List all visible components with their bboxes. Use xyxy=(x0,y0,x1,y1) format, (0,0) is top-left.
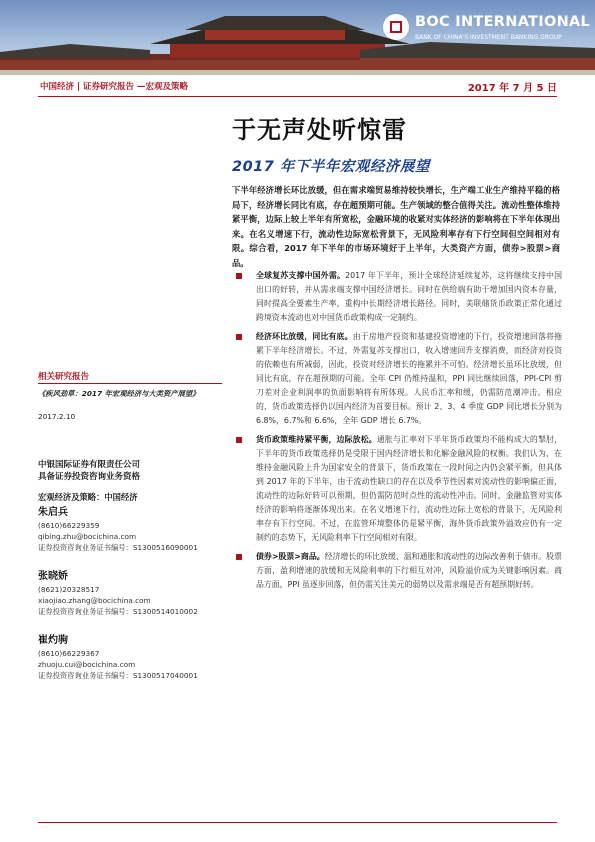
header-banner xyxy=(0,0,595,75)
key-point-heading: 全球复苏支撑中国外需。 xyxy=(256,271,346,280)
key-point xyxy=(232,550,562,592)
analyst-email[interactable]: qibing.zhu@bocichina.com xyxy=(38,532,137,541)
analyst-name: 崔灼驹 xyxy=(38,635,68,646)
key-point-heading: 债券>股票>商品。 xyxy=(256,552,325,561)
bottom-divider xyxy=(38,822,557,823)
brand-name: BOC INTERNATIONAL xyxy=(415,14,591,30)
bullet-square-icon xyxy=(236,554,242,560)
brand-tagline: BANK OF CHINA'S INVESTMENT BANKING GROUP xyxy=(415,34,562,41)
analyst-phone: (8610)66229367 xyxy=(38,649,100,658)
key-point-heading: 货币政策维持紧平衡，边际放松。 xyxy=(256,435,377,444)
analyst-phone: (8610)66229359 xyxy=(38,521,100,530)
report-category: 中国经济 | 证券研究报告 —宏观及策略 xyxy=(40,82,188,92)
firm-name: 中银国际证券有限责任公司 xyxy=(38,460,141,470)
analyst-card xyxy=(38,570,228,617)
analyst-license: 证券投资咨询业务证书编号：S1300516090001 xyxy=(38,543,198,552)
top-divider xyxy=(38,96,557,97)
key-point-text: 经济增长的环比放缓、温和通胀和流动性的边际改善利于债市。股票方面，盈利增速的放缓和无风险利率的下行相互对冲，风险溢价成为关键影响因素。商品方面，PPI 虽逐步回落，但仍需关注美元的弱势以及需求端是否有超预期好转。 xyxy=(256,552,562,589)
brand-block xyxy=(383,12,591,52)
report-title: 于无声处听惊雷 xyxy=(232,116,407,144)
key-point xyxy=(232,269,562,325)
firm-info xyxy=(38,459,140,483)
analyst-license: 证券投资咨询业务证书编号：S1300517040001 xyxy=(38,671,198,680)
related-reports-heading: 相关研究报告 xyxy=(38,372,90,382)
sidebar-divider xyxy=(38,383,222,384)
key-point-text: 由于房地产投资和基建投资增速的下行，投资增速回落将拖累下半年经济增长。不过，外需复苏支撑出口，收入增速回升支撑消费，而经济对投资的依赖也有所减弱，因此，投资对经济增长的拖累并不可怕。经济增长虽环比放缓，但同比有底，存在超预期的可能。全年 CPI 仍维持温和，PPI 同比继续回落，PPI-CPI 剪刀差对企业利润率的负面影响将有所体现。人民币汇率和缓，仍需防范潮冲击。相应的，货币政策选择仍以国内经济为首要目标。预计 2、3、4 季度 GDP 同比增长分别为 6.8%，6.7%和 6.6%，全年 GDP 增长 6.7%。 xyxy=(256,332,562,425)
key-point-heading: 经济环比放缓，同比有底。 xyxy=(256,332,353,341)
key-point xyxy=(232,433,562,545)
analyst-name: 张晓娇 xyxy=(38,571,68,582)
bullet-square-icon xyxy=(236,437,242,443)
report-category-bar xyxy=(0,76,595,96)
analyst-email[interactable]: zhuoju.cui@bocichina.com xyxy=(38,660,136,669)
key-points-list xyxy=(232,269,562,597)
key-point xyxy=(232,330,562,428)
analyst-card xyxy=(38,634,228,681)
bullet-square-icon xyxy=(236,334,242,340)
firm-qualification: 具备证券投资咨询业务资格 xyxy=(38,472,141,482)
analyst-phone: (8621)20328517 xyxy=(38,585,100,594)
analyst-license: 证券投资咨询业务证书编号：S1300514010002 xyxy=(38,607,198,616)
analyst-name: 朱启兵 xyxy=(38,507,68,518)
boc-logo-icon xyxy=(383,14,409,40)
related-report-title[interactable]: 《疾风劲草：2017 年宏观经济与大类资产展望》 xyxy=(38,389,200,398)
report-summary: 下半年经济增长环比放缓，但在需求端贸易维持较快增长，生产端工业生产维持平稳的格局下，经济增长同比有底，存在超预期可能。生产领域的整合值得关注。流动性整体维持紧平衡，边际上较上半年有所宽松，金融环境的收紧对实体经济的影响将在下半年体现出来。在名义增速下行，流动性边际宽松背景下，无风险利率存有下行空间但空间相对有限。综合看，2017 年下半年的市场环境好于上半年，大类资产方面，债券>股票>商品。 xyxy=(232,185,560,268)
analyst-card xyxy=(38,506,228,553)
report-date: 2017 年 7 月 5 日 xyxy=(467,83,557,94)
bullet-square-icon xyxy=(236,273,242,279)
key-point-text: 通胀与汇率对下半年货币政策均不能构成大的掣肘，下半年的货币政策选择仍是受限于国内经济增长和化解金融风险的权衡。我们认为，在维持金融风险上升为国家安全的背景下，货币政策在一段时间之内仍会紧平衡，但具体到 2017 年的下半年，由于流动性缺口的存在以及季节性因素对流动性的影响偏正面，流动性的边际好转可以预期，但仍需防范时点性的流动性冲击。同时，金融监管对实体经济的影响将逐渐体现出来。在名义增速下行，流动性边际上宽松的背景下，无风险利率存有下行空间。不过，在监管环境整体仍是紧平衡，海外货币政策外溢效应仍有一定制约的态势下，无风险利率下行空间相对有限。 xyxy=(256,435,562,542)
key-point-text: 2017 年下半年，预计全球经济延续复苏，这将继续支持中国出口的好转，并从需求端支撑中国经济增长。同时在供给端有助于增加国内资本存量，同时提高全要素生产率，重构中长期经济增长路径。同时，美联储货币政策正常化通过跨境资本流动也对中国货币政策构成一定制约。 xyxy=(256,271,562,322)
team-name: 宏观经济及策略：中国经济 xyxy=(38,492,138,502)
analyst-email[interactable]: xiaojiao.zhang@bocichina.com xyxy=(38,596,151,605)
related-report-date: 2017.2.10 xyxy=(38,412,76,421)
report-subtitle: 2017 年下半年宏观经济展望 xyxy=(232,159,430,175)
